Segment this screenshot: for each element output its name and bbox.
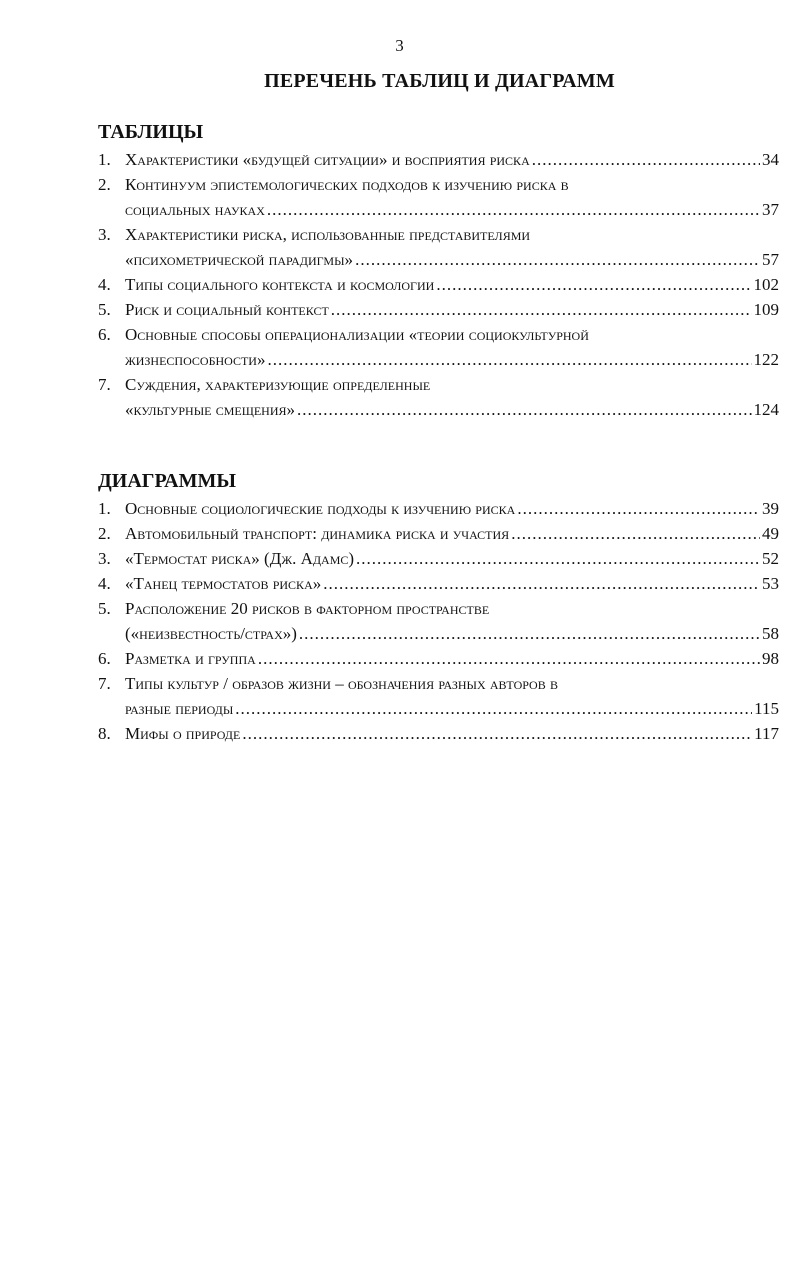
- toc-entry-title: Типы культур / образов жизни – обозначения разных авторов в: [125, 674, 558, 693]
- toc-entry: [98, 646, 779, 671]
- page-title: ПЕРЕЧЕНЬ ТАБЛИЦ И ДИАГРАММ: [264, 70, 615, 92]
- toc-leader-dots: [517, 496, 760, 521]
- toc-entry-line: [125, 347, 779, 372]
- toc-entry-line: [125, 247, 779, 272]
- toc-entry-line: [125, 172, 779, 197]
- toc-entry-title: Характеристики риска, использованные представителями: [125, 225, 531, 244]
- toc-entry-number: 8.: [98, 724, 111, 743]
- toc-leader-dots: [235, 696, 752, 721]
- toc-entry: [98, 322, 779, 372]
- toc-entry-page: 57: [762, 250, 779, 269]
- toc-entry-number: 6.: [98, 325, 111, 344]
- toc-entry-line: [125, 496, 779, 521]
- toc-entry-title: жизнеспособности»: [125, 350, 266, 369]
- toc-entry-line: [125, 721, 779, 746]
- toc-entry: [98, 546, 779, 571]
- toc-entry-title: «Термостат риска» (Дж. Адамс): [125, 549, 355, 568]
- toc-entry-line: [125, 222, 779, 247]
- toc-entry-number: 1.: [98, 499, 111, 518]
- toc-entry-page: 52: [762, 549, 779, 568]
- toc-entry-title: «психометрической парадигмы»: [125, 250, 354, 269]
- toc-entry-line: [125, 621, 779, 646]
- toc-entry-number: 2.: [98, 524, 111, 543]
- toc-leader-dots: [511, 521, 760, 546]
- toc-entry-number: 3.: [98, 225, 111, 244]
- toc-entry-page: 102: [753, 275, 779, 294]
- toc-entry-page: 117: [754, 724, 779, 743]
- toc-leader-dots: [436, 272, 751, 297]
- toc-entry-line: [125, 596, 779, 621]
- toc-leader-dots: [323, 571, 760, 596]
- toc-entry-number: 7.: [98, 674, 111, 693]
- toc-entry-title: Основные способы операционализации «теории социокультурной: [125, 325, 589, 344]
- toc-entry-body: [125, 222, 779, 272]
- toc-entry-line: [125, 197, 779, 222]
- toc-entry-line: [125, 521, 779, 546]
- toc-entry-number: 5.: [98, 300, 111, 319]
- toc-entry-title: Суждения, характеризующие определенные: [125, 375, 431, 394]
- toc-entry-page: 49: [762, 524, 779, 543]
- toc-entry-number: 3.: [98, 549, 111, 568]
- diagrams-section: [98, 466, 779, 746]
- toc-entry: [98, 222, 779, 272]
- toc-entry-line: [125, 147, 779, 172]
- section-heading-tables: ТАБЛИЦЫ: [98, 121, 204, 143]
- toc-entry-line: [125, 272, 779, 297]
- page-number: 3: [395, 36, 404, 55]
- toc-entry: [98, 571, 779, 596]
- toc-entry-page: 53: [762, 574, 779, 593]
- toc-entry-title: Автомобильный транспорт: динамика риска и участия: [125, 524, 510, 543]
- toc-entry-page: 34: [762, 150, 779, 169]
- toc-entry-title: социальных науках: [125, 200, 265, 219]
- toc-entry-page: 98: [762, 649, 779, 668]
- toc-entry-number: 1.: [98, 150, 111, 169]
- toc-entry-title: Расположение 20 рисков в факторном пространстве: [125, 599, 490, 618]
- toc-entry-title: («неизвестность/страх»): [125, 624, 297, 643]
- toc-entry-number: 7.: [98, 375, 111, 394]
- toc-entry-number: 4.: [98, 275, 111, 294]
- toc-entry-title: «Танец термостатов риска»: [125, 574, 322, 593]
- toc-leader-dots: [267, 197, 760, 222]
- toc-leader-dots: [297, 397, 751, 422]
- toc-entry: [98, 172, 779, 222]
- toc-leader-dots: [532, 147, 760, 172]
- toc-entry: [98, 496, 779, 521]
- toc-entry: [98, 297, 779, 322]
- toc-entry-body: [125, 297, 779, 322]
- toc-entry-body: [125, 521, 779, 546]
- toc-entry-title: Типы социального контекста и космологии: [125, 275, 435, 294]
- toc-entry-body: [125, 496, 779, 521]
- toc-entry-title: Разметка и группа: [125, 649, 256, 668]
- toc-entry: [98, 721, 779, 746]
- toc-leader-dots: [355, 247, 760, 272]
- toc-leader-dots: [242, 721, 752, 746]
- toc-entry-body: [125, 671, 779, 721]
- toc-entry-line: [125, 696, 779, 721]
- toc-entry: [98, 596, 779, 646]
- toc-entry: [98, 147, 779, 172]
- toc-entry-line: [125, 546, 779, 571]
- toc-entry-line: [125, 571, 779, 596]
- toc-entry-page: 124: [753, 400, 779, 419]
- toc-leader-dots: [299, 621, 760, 646]
- toc-entry-line: [125, 646, 779, 671]
- tables-section: [98, 117, 779, 422]
- toc-entry-title: разные периоды: [125, 699, 234, 718]
- toc-entry-title: Континуум эпистемологических подходов к изучению риска в: [125, 175, 569, 194]
- toc-entry-number: 5.: [98, 599, 111, 618]
- toc-entry: [98, 521, 779, 546]
- toc-entry-title: Основные социологические подходы к изучению риска: [125, 499, 516, 518]
- toc-entry-title: Мифы о природе: [125, 724, 241, 743]
- toc-entry-title: «культурные смещения»: [125, 400, 296, 419]
- toc-entry-number: 2.: [98, 175, 111, 194]
- diagrams-list: [98, 496, 779, 746]
- toc-leader-dots: [258, 646, 760, 671]
- toc-entry-line: [125, 322, 779, 347]
- toc-entry-page: 115: [754, 699, 779, 718]
- toc-entry-number: 6.: [98, 649, 111, 668]
- toc-entry-body: [125, 546, 779, 571]
- toc-entry-title: Характеристики «будущей ситуации» и восприятия риска: [125, 150, 530, 169]
- toc-entry-page: 39: [762, 499, 779, 518]
- toc-entry-body: [125, 596, 779, 646]
- toc-entry: [98, 671, 779, 721]
- toc-entry-body: [125, 571, 779, 596]
- toc-entry-number: 4.: [98, 574, 111, 593]
- toc-entry-body: [125, 322, 779, 372]
- tables-list: [98, 147, 779, 422]
- toc-leader-dots: [331, 297, 752, 322]
- toc-entry-page: 122: [753, 350, 779, 369]
- toc-entry: [98, 272, 779, 297]
- toc-entry-line: [125, 372, 779, 397]
- toc-entry: [98, 372, 779, 422]
- toc-entry-line: [125, 397, 779, 422]
- section-heading-diagrams: ДИАГРАММЫ: [98, 470, 236, 492]
- toc-entry-body: [125, 372, 779, 422]
- toc-leader-dots: [356, 546, 760, 571]
- toc-entry-body: [125, 721, 779, 746]
- toc-leader-dots: [267, 347, 751, 372]
- toc-entry-line: [125, 297, 779, 322]
- toc-entry-body: [125, 272, 779, 297]
- toc-entry-body: [125, 646, 779, 671]
- toc-entry-body: [125, 147, 779, 172]
- toc-entry-title: Риск и социальный контекст: [125, 300, 329, 319]
- toc-entry-page: 109: [753, 300, 779, 319]
- toc-entry-body: [125, 172, 779, 222]
- toc-entry-page: 37: [762, 200, 779, 219]
- toc-entry-line: [125, 671, 779, 696]
- toc-entry-page: 58: [762, 624, 779, 643]
